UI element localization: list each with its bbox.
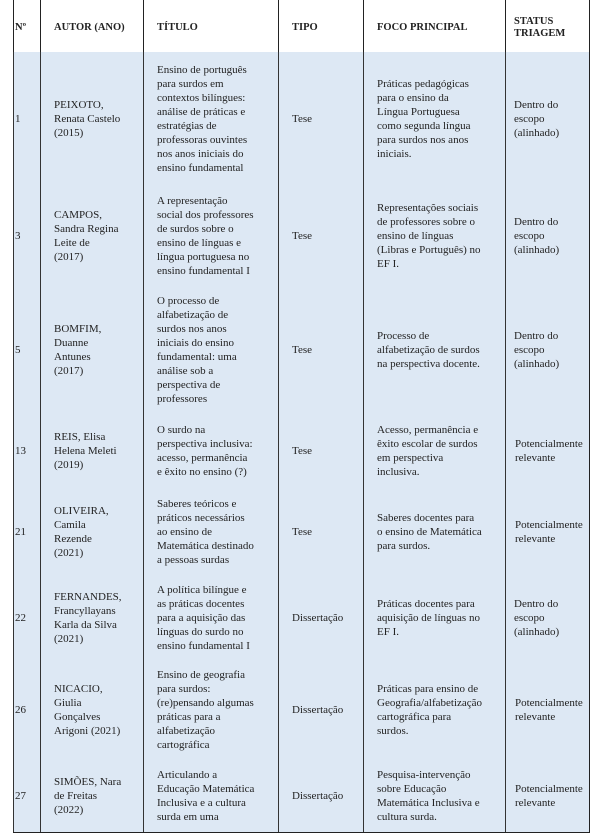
cell-tipo: Dissertação xyxy=(278,660,363,760)
cell-titulo: O processo de alfabetização de surdos nos anos iniciais do ensino fundamental: uma análise sob a perspectiva de professores xyxy=(143,287,278,413)
cell-foco: Acesso, permanência e êxito escolar de surdos em perspectiva inclusiva. xyxy=(363,413,505,488)
cell-tipo: Tese xyxy=(278,52,363,185)
header-foco: FOCO PRINCIPAL xyxy=(363,0,505,52)
cell-numero: 13 xyxy=(13,413,40,488)
cell-autor: SIMÕES, Nara de Freitas (2022) xyxy=(40,760,143,832)
table-row xyxy=(13,660,590,760)
cell-foco: Processo de alfabetização de surdos na perspectiva docente. xyxy=(363,287,505,413)
cell-titulo: Saberes teóricos e práticos necessários ao ensino de Matemática destinado a pessoas surdas xyxy=(143,488,278,575)
header-numero: Nº xyxy=(13,0,40,52)
cell-tipo: Tese xyxy=(278,413,363,488)
cell-numero: 27 xyxy=(13,760,40,832)
table-row xyxy=(13,185,590,287)
table-header-row xyxy=(13,0,590,52)
cell-status: Dentro do escopo (alinhado) xyxy=(505,575,590,660)
cell-numero: 5 xyxy=(13,287,40,413)
cell-status: Dentro do escopo (alinhado) xyxy=(505,52,590,185)
table-row xyxy=(13,52,590,185)
cell-autor: PEIXOTO, Renata Castelo (2015) xyxy=(40,52,143,185)
cell-autor: FERNANDES, Francyllayans Karla da Silva (2021) xyxy=(40,575,143,660)
table-row xyxy=(13,413,590,488)
table-body xyxy=(13,52,590,833)
cell-foco: Práticas docentes para aquisição de línguas no EF I. xyxy=(363,575,505,660)
cell-numero: 21 xyxy=(13,488,40,575)
cell-numero: 22 xyxy=(13,575,40,660)
cell-tipo: Tese xyxy=(278,185,363,287)
table-row xyxy=(13,287,590,413)
cell-numero: 3 xyxy=(13,185,40,287)
cell-status: Potencialmente relevante xyxy=(505,760,590,832)
cell-numero: 1 xyxy=(13,52,40,185)
cell-foco: Saberes docentes para o ensino de Matemática para surdos. xyxy=(363,488,505,575)
cell-status: Potencialmente relevante xyxy=(505,413,590,488)
cell-titulo: Ensino de geografia para surdos: (re)pensando algumas práticas para a alfabetização cartográfica xyxy=(143,660,278,760)
cell-titulo: A política bilíngue e as práticas docentes para a aquisição das línguas do surdo no ensino fundamental I xyxy=(143,575,278,660)
cell-status: Dentro do escopo (alinhado) xyxy=(505,287,590,413)
cell-titulo: O surdo na perspectiva inclusiva: acesso, permanência e êxito no ensino (?) xyxy=(143,413,278,488)
cell-foco: Práticas para ensino de Geografia/alfabetização cartográfica para surdos. xyxy=(363,660,505,760)
cell-tipo: Tese xyxy=(278,488,363,575)
cell-titulo: Ensino de português para surdos em contextos bilíngues: análise de práticas e estratégias de professoras ouvintes nos anos iniciais do ensino fundamental xyxy=(143,52,278,185)
cell-autor: OLIVEIRA, Camila Rezende (2021) xyxy=(40,488,143,575)
cell-autor: NICACIO, Giulia Gonçalves Arigoni (2021) xyxy=(40,660,143,760)
cell-status: Potencialmente relevante xyxy=(505,660,590,760)
cell-foco: Representações sociais de professores sobre o ensino de línguas (Libras e Português) no EF I. xyxy=(363,185,505,287)
header-tipo: TIPO xyxy=(278,0,363,52)
table-row xyxy=(13,575,590,660)
cell-tipo: Dissertação xyxy=(278,760,363,832)
cell-foco: Pesquisa-intervenção sobre Educação Matemática Inclusiva e cultura surda. xyxy=(363,760,505,832)
header-autor: AUTOR (ANO) xyxy=(40,0,143,52)
cell-tipo: Tese xyxy=(278,287,363,413)
header-status: STATUS TRIAGEM xyxy=(505,0,590,52)
cell-numero: 26 xyxy=(13,660,40,760)
screening-table xyxy=(13,0,590,833)
cell-tipo: Dissertação xyxy=(278,575,363,660)
cell-titulo: A representação social dos professores de surdos sobre o ensino de línguas e língua portuguesa no ensino fundamental I xyxy=(143,185,278,287)
table-row xyxy=(13,488,590,575)
header-titulo: TÍTULO xyxy=(143,0,278,52)
cell-status: Dentro do escopo (alinhado) xyxy=(505,185,590,287)
cell-titulo: Articulando a Educação Matemática Inclusiva e a cultura surda em uma xyxy=(143,760,278,832)
table-row xyxy=(13,760,590,833)
cell-autor: CAMPOS, Sandra Regina Leite de (2017) xyxy=(40,185,143,287)
cell-autor: BOMFIM, Duanne Antunes (2017) xyxy=(40,287,143,413)
cell-status: Potencialmente relevante xyxy=(505,488,590,575)
cell-foco: Práticas pedagógicas para o ensino da Língua Portuguesa como segunda língua para surdos nos anos iniciais. xyxy=(363,52,505,185)
cell-autor: REIS, Elisa Helena Meleti (2019) xyxy=(40,413,143,488)
